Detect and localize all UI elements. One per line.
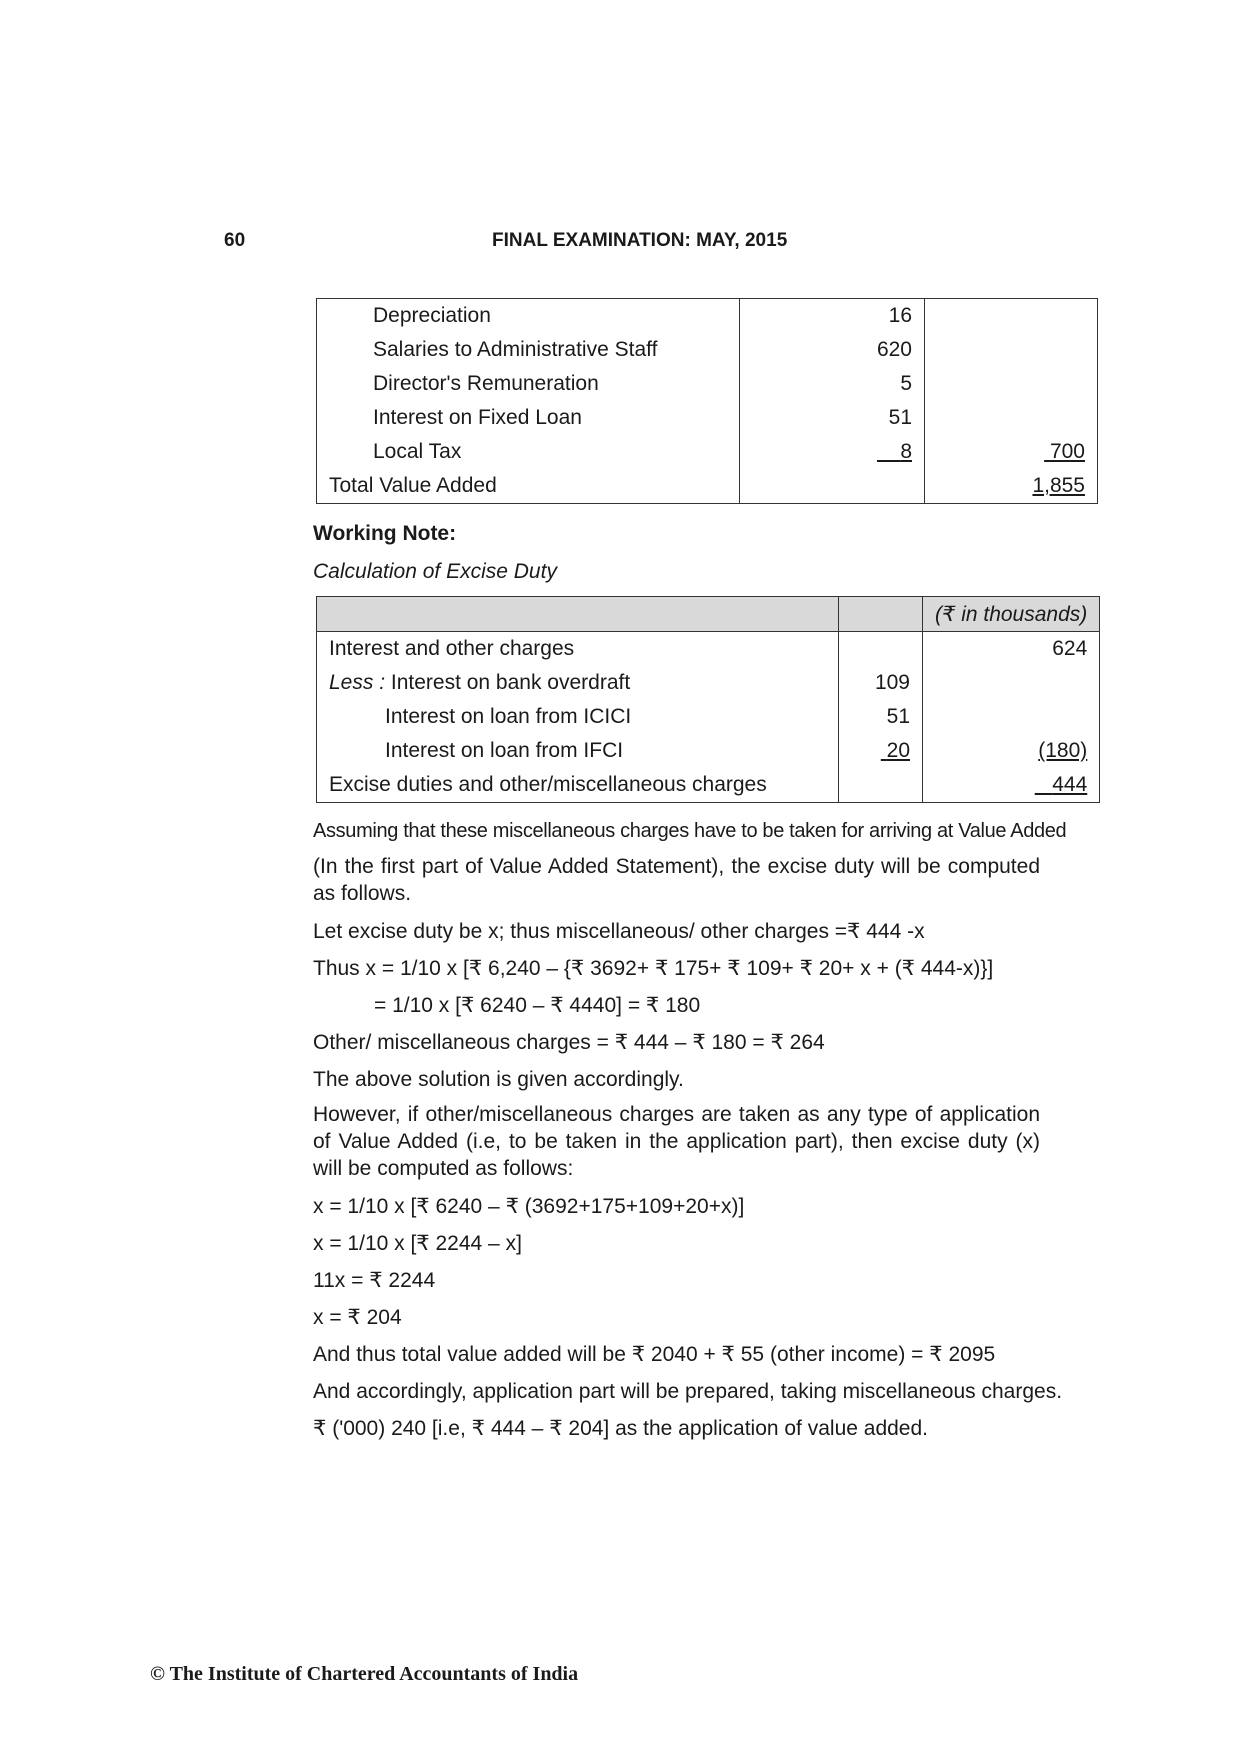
underlined-amount [877, 440, 912, 463]
paragraph-other-charges: Other/ miscellaneous charges = ₹ 444 – ₹ 180 = ₹ 264 [313, 1031, 825, 1054]
paragraph-application-value: ₹ ('000) 240 [i.e, ₹ 444 – ₹ 204] as the application of value added. [313, 1417, 928, 1440]
row-label: Interest on loan from ICICI [317, 700, 839, 734]
row-amount [740, 435, 925, 469]
table-row [317, 700, 1100, 734]
underlined-total [1044, 440, 1085, 463]
row-label: Interest on loan from IFCI [317, 734, 839, 768]
total-value [925, 469, 1098, 504]
row-label: Depreciation [317, 299, 740, 334]
table-row [317, 299, 1098, 334]
empty-cell [740, 469, 925, 504]
row-amount: 109 [839, 666, 923, 700]
row-label [317, 666, 839, 700]
paragraph-let-x: Let excise duty be x; thus miscellaneous/ other charges =₹ 444 -x [313, 920, 925, 943]
value-added-table [316, 298, 1098, 504]
row-amount [839, 768, 923, 803]
running-title: FINAL EXAMINATION: MAY, 2015 [492, 230, 788, 251]
table-row [317, 666, 1100, 700]
row-label: Salaries to Administrative Staff [317, 333, 740, 367]
amount-text: 8 [900, 440, 912, 463]
row-amount: 51 [740, 401, 925, 435]
row-total [923, 734, 1100, 768]
row-label: Interest and other charges [317, 632, 839, 667]
row-total [925, 435, 1098, 469]
working-note-heading: Working Note: [313, 522, 457, 545]
row-amount [839, 734, 923, 768]
amount-text: 20 [886, 739, 910, 762]
page-number: 60 [224, 230, 246, 251]
total-label: Total Value Added [317, 469, 740, 504]
paragraph-however: However, if other/miscellaneous charges are taken as any type of application of Value Added (i.e, to be taken in the application part), then excise duty (x) will be computed as follows: [313, 1103, 1040, 1180]
equation-4: x = 1/10 x [₹ 2244 – x] [313, 1232, 522, 1255]
table-row-total [317, 469, 1098, 504]
table-row [317, 734, 1100, 768]
row-total: 624 [923, 632, 1100, 667]
equation-6: x = ₹ 204 [313, 1306, 402, 1329]
row-label: Director's Remuneration [317, 367, 740, 401]
row-total [923, 666, 1100, 700]
equation-3: x = 1/10 x [₹ 6240 – ₹ (3692+175+109+20+x)] [313, 1195, 745, 1218]
calc-heading: Calculation of Excise Duty [313, 560, 557, 583]
paragraph-assumption: Assuming that these miscellaneous charges have to be taken for arriving at Value Added [313, 820, 1067, 842]
table-row [317, 435, 1098, 469]
table-row [317, 401, 1098, 435]
header-cell [317, 597, 839, 632]
footer-copyright: © The Institute of Chartered Accountants of India [150, 1663, 579, 1685]
equation-5: 11x = ₹ 2244 [313, 1269, 436, 1292]
table-row [317, 632, 1100, 667]
less-prefix: Less : [329, 671, 386, 694]
row-total [925, 333, 1098, 367]
excise-duty-table [316, 596, 1100, 803]
paragraph-solution: The above solution is given accordingly. [313, 1068, 684, 1091]
underlined-total: 1,855 [1032, 474, 1085, 497]
table-row [317, 768, 1100, 803]
row-amount [839, 632, 923, 667]
equation-2: = 1/10 x [₹ 6240 – ₹ 4440] = ₹ 180 [374, 994, 701, 1017]
unit-header: (₹ in thousands) [923, 597, 1100, 632]
table-row [317, 367, 1098, 401]
row-total [925, 367, 1098, 401]
row-amount: 16 [740, 299, 925, 334]
underlined-total: (180) [1038, 739, 1088, 762]
paragraph-total-value: And thus total value added will be ₹ 2040 + ₹ 55 (other income) = ₹ 2095 [313, 1343, 996, 1366]
row-total [923, 700, 1100, 734]
paragraph-first-part: (In the first part of Value Added Statement), the excise duty will be computed as follows. [313, 855, 1040, 905]
total-text: 700 [1049, 440, 1085, 463]
header-cell [839, 597, 923, 632]
row-label: Excise duties and other/miscellaneous charges [317, 768, 839, 803]
row-total [925, 401, 1098, 435]
row-label: Interest on Fixed Loan [317, 401, 740, 435]
underlined-amount [881, 739, 910, 762]
row-amount: 620 [740, 333, 925, 367]
row-total [923, 768, 1100, 803]
table-header-row [317, 597, 1100, 632]
underlined-total [1035, 773, 1088, 796]
table-row [317, 333, 1098, 367]
row-amount: 51 [839, 700, 923, 734]
row-amount: 5 [740, 367, 925, 401]
row-label: Local Tax [317, 435, 740, 469]
paragraph-application: And accordingly, application part will be prepared, taking miscellaneous charges. [313, 1380, 1063, 1403]
total-text: 444 [1052, 773, 1088, 796]
row-label-text: Interest on bank overdraft [385, 671, 631, 694]
equation-1: Thus x = 1/10 x [₹ 6,240 – {₹ 3692+ ₹ 175+ ₹ 109+ ₹ 20+ x + (₹ 444-x)}] [313, 957, 994, 980]
row-total [925, 299, 1098, 334]
